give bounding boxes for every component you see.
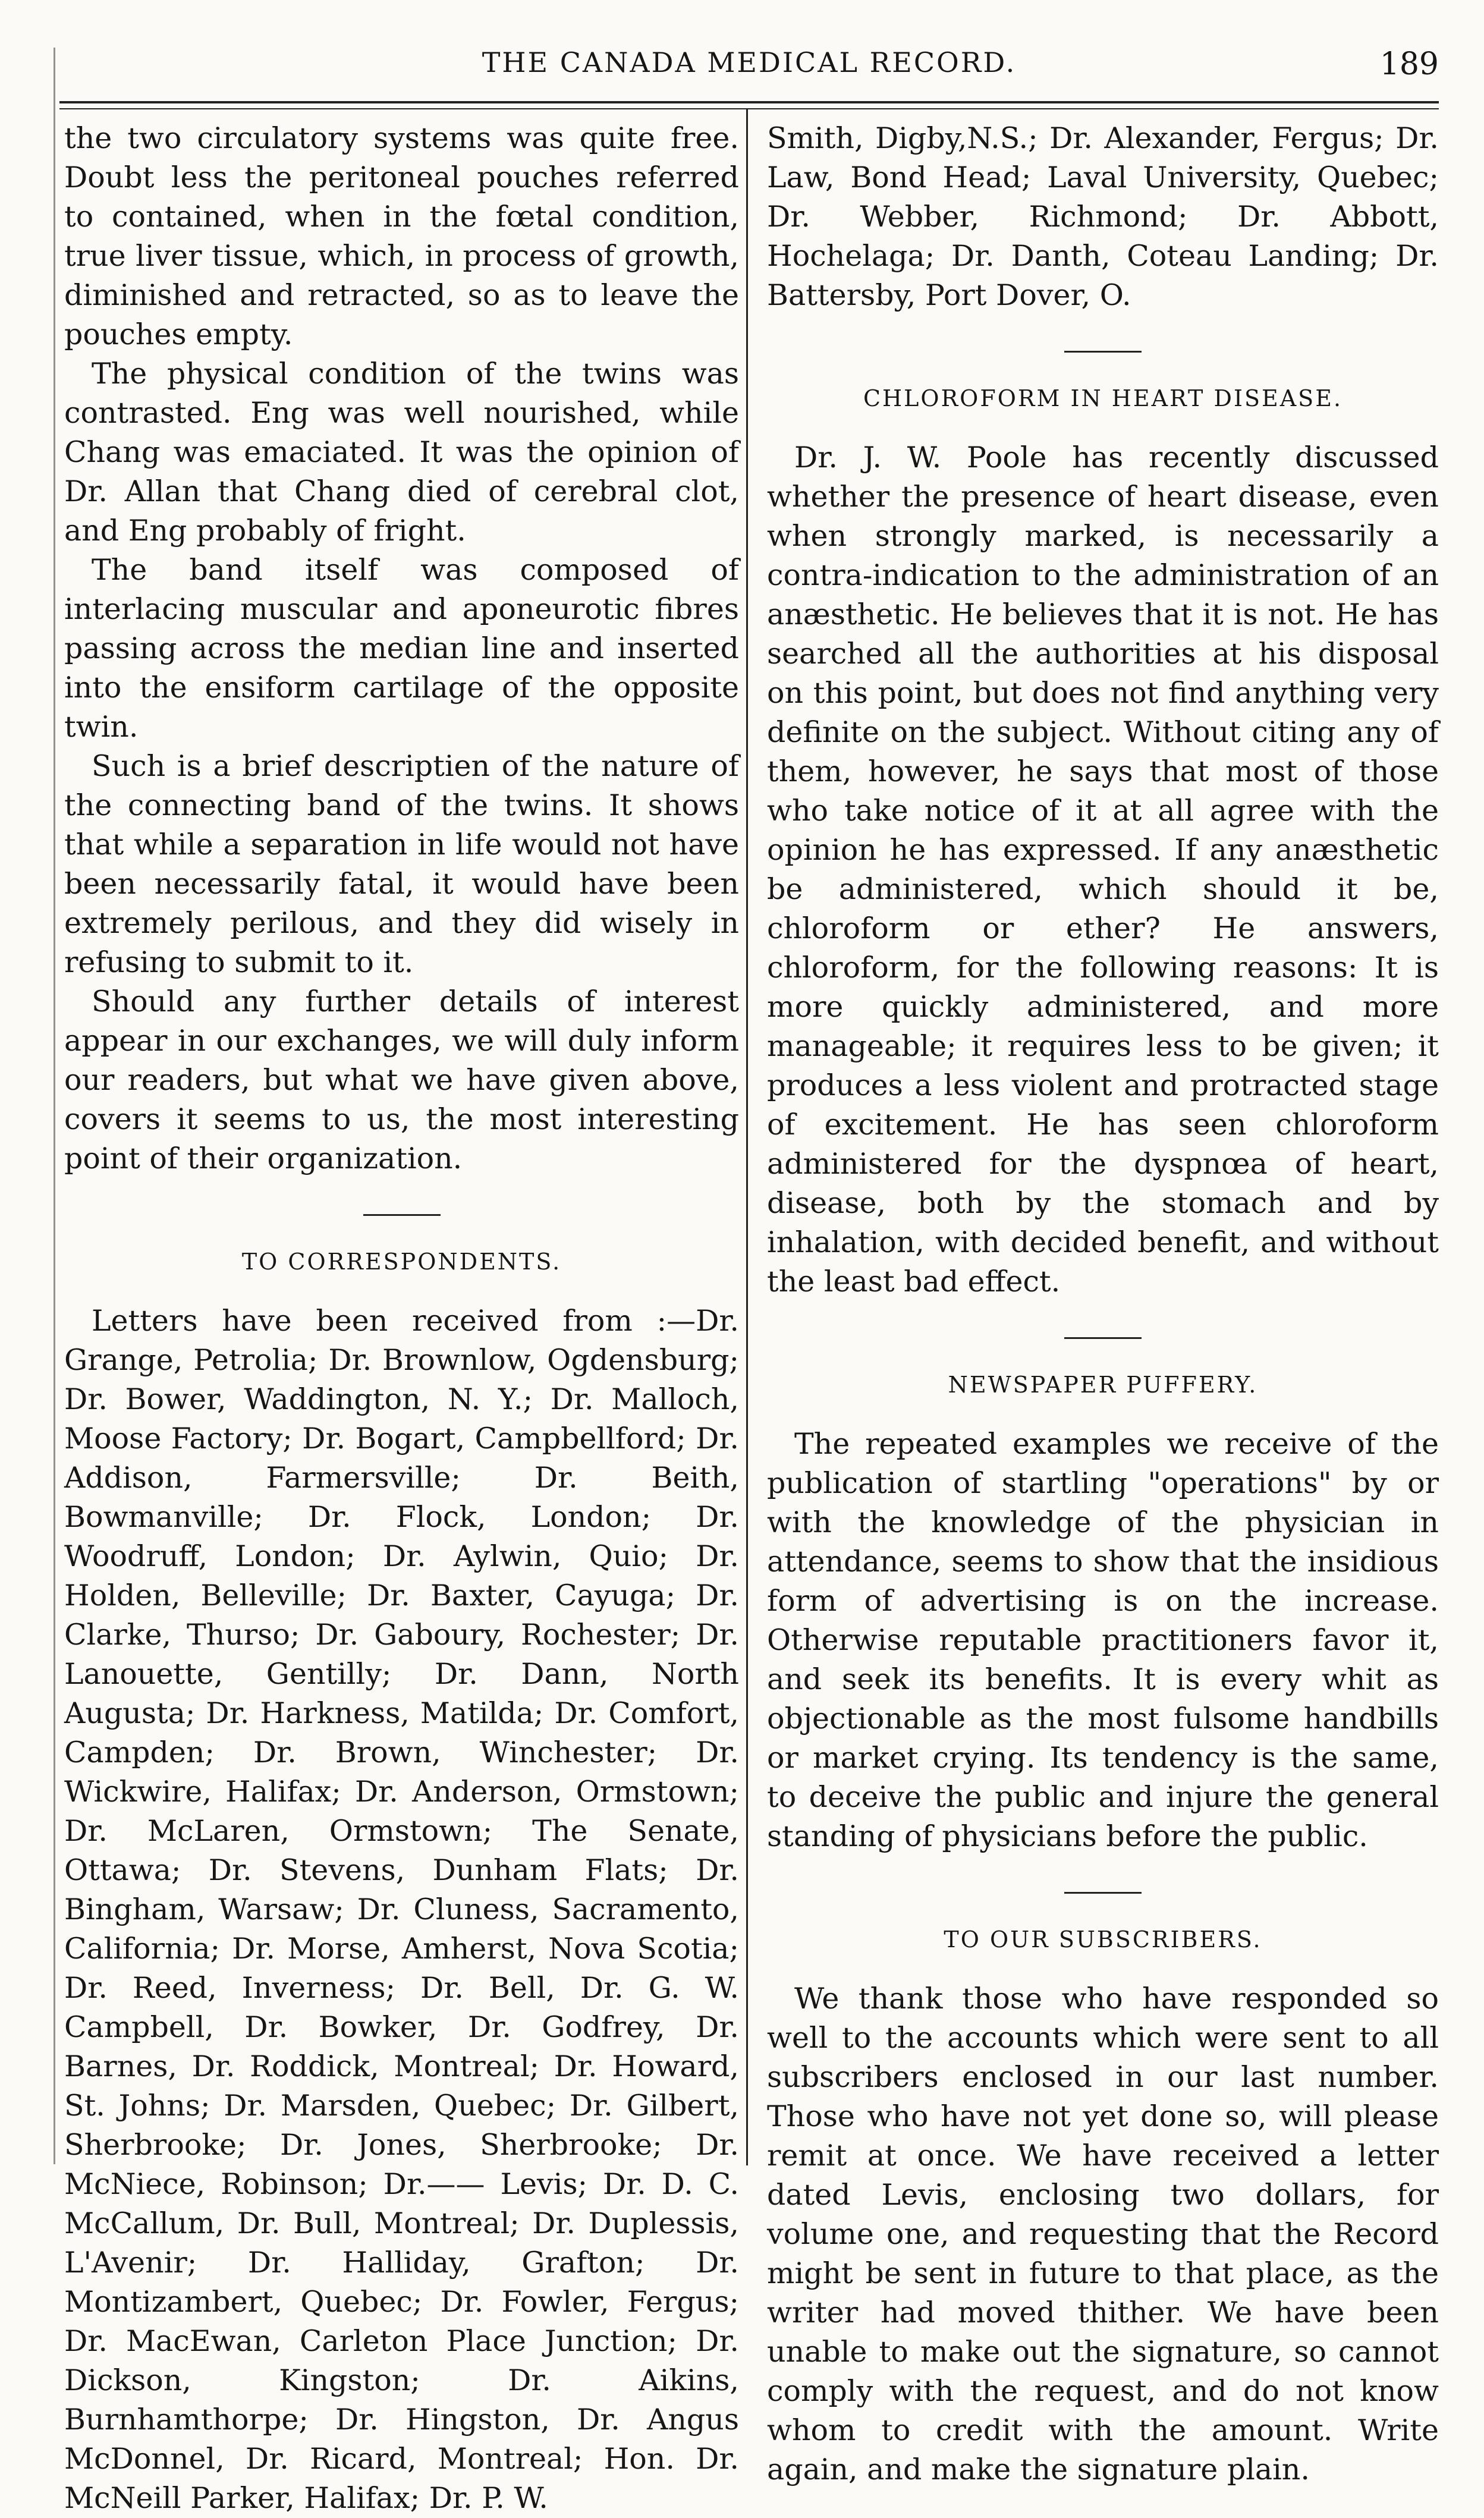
header-rule xyxy=(59,101,1439,103)
section-heading-chloroform: CHLOROFORM IN HEART DISEASE. xyxy=(863,385,1343,411)
section-heading-puffery: NEWSPAPER PUFFERY. xyxy=(948,1372,1258,1398)
running-head: THE CANADA MEDICAL RECORD. xyxy=(482,46,1017,78)
page-header xyxy=(59,36,1439,101)
section-divider xyxy=(1064,1337,1142,1339)
section-heading-correspondents: TO CORRESPONDENTS. xyxy=(241,1249,562,1275)
paragraph: The repeated examples we receive of the publication of startling "operations" by or with the knowledge of the physician in attendance, seems to show that the insidious form of advertising is on the increase. Otherwise reputable practitioners favor it, and seek its benefits. It is every whit as objectionable as the most fulsome handbills or market crying. Its tendency is the same, to deceive the public and injure the general standing of physicians before the public. xyxy=(767,1427,1439,1853)
section-divider xyxy=(1064,1892,1142,1894)
paragraph: We thank those who have responded so well to the accounts which were sent to all subscribers enclosed in our last number. Those who have not yet done so, will please remit at once. We have received a letter dated Levis, enclosing two dollars, for volume one, and requesting that the Record might be sent in future to that place, as the writer had moved thither. We have been unable to make out the signature, so cannot comply with the request, and do not know whom to credit with the amount. Write again, and make the signature plain. xyxy=(767,1982,1439,2486)
paragraph: Such is a brief descriptien of the nature of the connecting band of the twins. It shows that while a separation in life would not have been necessarily fatal, it would have been extremely perilous, and they did wisely in refusing to submit to it. xyxy=(64,749,739,979)
paragraph: the two circulatory systems was quite free. Doubt less the peritoneal pouches referred to contained, when in the fœtal condition, true liver tissue, which, in process of growth, diminished and retracted, so as to leave the pouches empty. xyxy=(64,121,739,351)
correspondents-list: Letters have been received from :—Dr. Grange, Petrolia; Dr. Brownlow, Ogdensburg; Dr. Bower, Waddington, N. Y.; Dr. Malloch, Moose Factory; Dr. Bogart, Campbellford; Dr. Addison, Farmersville; Dr. Beith, Bowmanville; Dr. Flock, London; Dr. Woodruff, London; Dr. Aylwin, Quio; Dr. Holden, Belleville; Dr. Baxter, Cayuga; Dr. Clarke, Thurso; Dr. Gaboury, Rochester; Dr. Lanouette, Gentilly; Dr. Dann, North Augusta; Dr. Harkness, Matilda; Dr. Comfort, Campden; Dr. Brown, Winchester; Dr. Wickwire, Halifax; Dr. Anderson, Ormstown; Dr. McLaren, Ormstown; The Senate, Ottawa; Dr. Stevens, Dunham Flats; Dr. Bingham, Warsaw; Dr. Cluness, Sacramento, California; Dr. Morse, Amherst, Nova Scotia; Dr. Reed, Inverness; Dr. Bell, Dr. G. W. Campbell, Dr. Bowker, Dr. Godfrey, Dr. Barnes, Dr. Roddick, Montreal; Dr. Howard, St. Johns; Dr. Marsden, Quebec; Dr. Gilbert, Sherbrooke; Dr. Jones, Sherbrooke; Dr. McNiece, Robinson; Dr.—— Levis; Dr. D. C. McCallum, Dr. Bull, Montreal; Dr. Duplessis, L'Avenir; Dr. Halliday, Grafton; Dr. Montizambert, Quebec; Dr. Fowler, Fergus; Dr. MacEwan, Carleton Place Junction; Dr. Dickson, Kingston; Dr. Aikins, Burnhamthorpe; Dr. Hingston, Dr. Angus McDonnel, Dr. Ricard, Montreal; Hon. Dr. McNeill Parker, Halifax; Dr. P. W. xyxy=(64,1304,739,2515)
header-rule-thin xyxy=(59,108,1439,109)
right-column xyxy=(767,119,1439,2489)
binding-edge-rule xyxy=(54,48,55,2164)
page-number: 189 xyxy=(1379,46,1439,82)
correspondents-continuation: Smith, Digby,N.S.; Dr. Alexander, Fergus; Dr. Law, Bond Head; Laval University, Quebec; Dr. Webber, Richmond; Dr. Abbott, Hochelaga; Dr. Danth, Coteau Landing; Dr. Battersby, Port Dover, O. xyxy=(767,121,1439,312)
paragraph: The physical condition of the twins was contrasted. Eng was well nourished, while Chang was emaciated. It was the opinion of Dr. Allan that Chang died of cerebral clot, and Eng probably of fright. xyxy=(64,357,739,548)
paragraph: Should any further details of interest appear in our exchanges, we will duly inform our readers, but what we have given above, covers it seems to us, the most interesting point of their organization. xyxy=(64,985,739,1175)
left-column xyxy=(64,119,739,2518)
paragraph: Dr. J. W. Poole has recently discussed whether the presence of heart disease, even when strongly marked, is necessarily a contra-indication to the administration of an anæsthetic. He believes that it is not. He has searched all the authorities at his disposal on this point, but does not find anything very definite on the subject. Without citing any of them, however, he says that most of those who take notice of it at all agree with the opinion he has expressed. If any anæsthetic be administered, which should it be, chloroform or ether? He answers, chloroform, for the following reasons: It is more quickly administered, and more manageable; it requires less to be given; it produces a less violent and protracted stage of excitement. He has seen chloroform administered for the dyspnœa of heart, disease, both by the stomach and by inhalation, with decided benefit, and without the least bad effect. xyxy=(767,441,1439,1299)
section-heading-subscribers: TO OUR SUBSCRIBERS. xyxy=(944,1926,1262,1953)
section-divider xyxy=(363,1214,441,1216)
paragraph: The band itself was composed of interlacing muscular and aponeurotic fibres passing across the median line and inserted into the ensiform cartilage of the opposite twin. xyxy=(64,553,739,744)
section-divider xyxy=(1064,351,1142,353)
column-divider xyxy=(746,108,748,2165)
